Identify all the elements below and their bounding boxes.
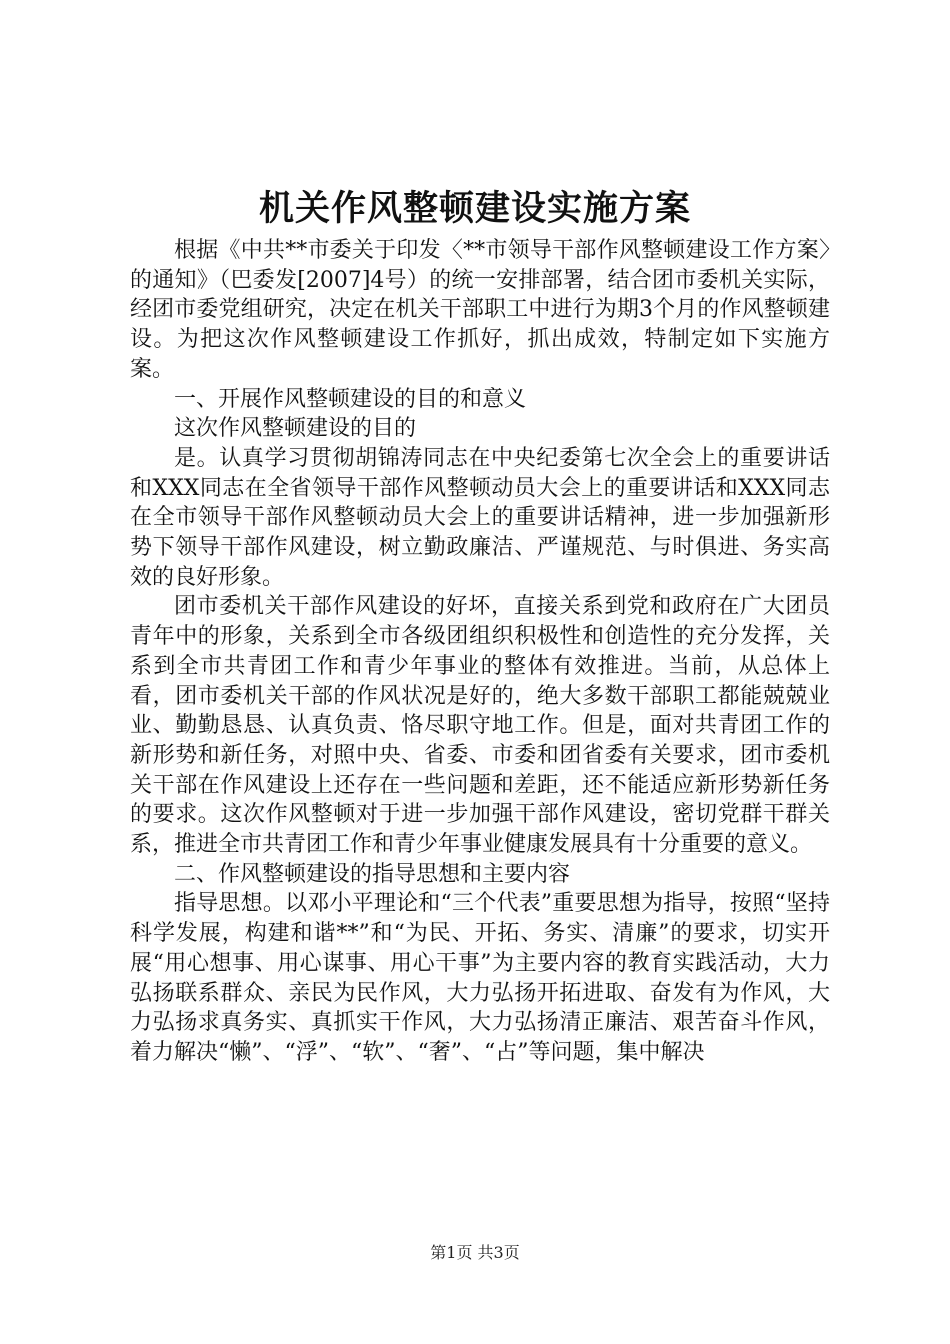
section-heading-2: 二、作风整顿建设的指导思想和主要内容 xyxy=(174,861,571,887)
paragraph-purpose: 是。认真学习贯彻胡锦涛同志在中央纪委第七次全会上的重要讲话和XXX同志在全省领导干部作风整顿动员大会上的重要讲话和XXX同志在全市领导干部作风整顿动员大会上的重要讲话精神，进一步加强新形势下领导干部作风建设，树立勤政廉洁、严谨规范、与时俱进、务实高效的良好形象。 xyxy=(130,445,830,590)
paragraph-significance: 团市委机关干部作风建设的好坏，直接关系到党和政府在广大团员青年中的形象，关系到全市各级团组织积极性和创造性的充分发挥，关系到全市共青团工作和青少年事业的整体有效推进。当前，从总体上看，团市委机关干部的作风状况是好的，绝大多数干部职工都能兢兢业业、勤勤恳恳、认真负责、恪尽职守地工作。但是，面对共青团工作的新形势和新任务，对照中央、省委、市委和团省委有关要求，团市委机关干部在作风建设上还存在一些问题和差距，还不能适应新形势新任务的要求。这次作风整顿对于进一步加强干部作风建设，密切党群干群关系，推进全市共青团工作和青少年事业健康发展具有十分重要的意义。 xyxy=(130,594,830,858)
document-title: 机关作风整顿建设实施方案 xyxy=(258,188,691,229)
section-heading-1: 一、开展作风整顿建设的目的和意义 xyxy=(174,386,527,412)
document-body xyxy=(130,236,830,1068)
paragraph-intro: 根据《中共**市委关于印发〈**市领导干部作风整顿建设工作方案〉的通知》（巴委发[2007]4号）的统一安排部署，结合团市委机关实际，经团市委党组研究，决定在机关干部职工中进行为期3个月的作风整顿建设。为把这次作风整顿建设工作抓好，抓出成效，特制定如下实施方案。 xyxy=(130,238,830,382)
paragraph-purpose-lead: 这次作风整顿建设的目的 xyxy=(174,416,417,442)
page-footer: 第1页 共3页 xyxy=(430,1243,520,1262)
paragraph-guiding-thought: 指导思想。以邓小平理论和“三个代表”重要思想为指导，按照“坚持科学发展，构建和谐**”和“为民、开拓、务实、清廉”的要求，切实开展“用心想事、用心谋事、用心干事”为主要内容的教育实践活动，大力弘扬联系群众、亲民为民作风，大力弘扬开拓进取、奋发有为作风，大力弘扬求真务实、真抓实干作风，大力弘扬清正廉洁、艰苦奋斗作风，着力解决“懒”、“浮”、“软”、“奢”、“占”等问题，集中解决 xyxy=(130,891,830,1065)
